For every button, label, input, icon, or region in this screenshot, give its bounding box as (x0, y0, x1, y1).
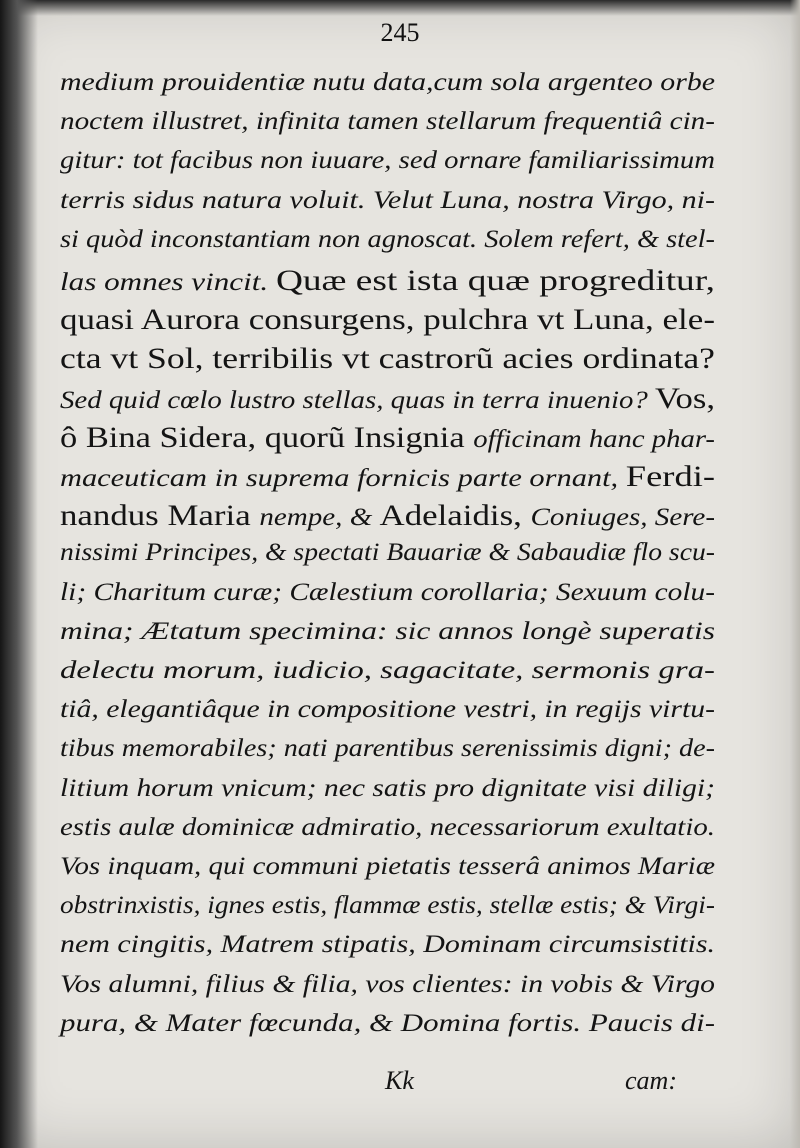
italic-text: maceuticam in suprema fornicis parte ornant, (60, 465, 626, 492)
text-line (60, 1011, 715, 1036)
italic-text: si quòd inconstantiam non agnoscat. Solem refert, & stel- (60, 225, 715, 253)
text-line (60, 266, 715, 296)
italic-text: tiâ, elegantiâque in compositione vestri, in regijs virtu- (60, 696, 715, 724)
text-line (60, 501, 715, 531)
roman-text: quasi Aurora consurgens, pulchra vt Luna, ele- (60, 303, 715, 337)
text-line (60, 148, 715, 173)
signature-mark: Kk (385, 1066, 414, 1095)
italic-text: pura, & Mater fœcunda, & Domina fortis. Paucis di- (60, 1009, 715, 1037)
roman-text: cta vt Sol, terribilis vt castrorũ acies ordinata? (60, 342, 715, 376)
text-line (60, 305, 715, 335)
italic-text: nem cingitis, Matrem stipatis, Dominam circumsistitis. (60, 931, 715, 959)
italic-text: obstrinxistis, ignes estis, flammæ estis, stellæ estis; & Virgi- (60, 892, 715, 920)
text-line (60, 932, 715, 957)
italic-text: gitur: tot facibus non iuuare, sed ornare familiarissimum (60, 147, 715, 175)
italic-text: terris sidus natura voluit. Velut Luna, nostra Virgo, ni- (60, 186, 715, 214)
text-line (60, 580, 715, 605)
italic-text: mina; Ætatum specimina: sic annos longè superatis (60, 617, 715, 645)
italic-text: Sed quid cœlo lustro stellas, quas in terra inuenio? (60, 386, 656, 414)
text-line (60, 815, 715, 840)
text-line (60, 109, 715, 134)
roman-text: nandus Maria (60, 499, 260, 533)
roman-text: Ferdi- (625, 460, 715, 493)
roman-text: Quæ est ista quæ progreditur, (275, 264, 715, 297)
roman-text: ô Bina Sidera, quorũ Insignia (60, 420, 474, 454)
text-line (60, 854, 715, 879)
roman-text: Vos, (655, 381, 715, 415)
italic-text: Coniuges, Sere- (530, 504, 715, 532)
italic-text: noctem illustret, infinita tamen stellarum frequentiâ cin- (60, 108, 715, 136)
italic-text: Vos alumni, filius & filia, vos clientes: in vobis & Virgo (60, 970, 715, 998)
text-line (60, 227, 715, 252)
text-line (60, 420, 715, 454)
page-number: 245 (380, 18, 420, 47)
text-line (60, 658, 715, 683)
italic-text: las omnes vincit. (60, 269, 276, 296)
italic-text: delectu morum, iudicio, sagacitate, sermonis gra- (60, 657, 715, 684)
italic-text: nissimi Principes, & spectati Bauariæ & Sabaudiæ flo scu- (60, 539, 715, 567)
roman-text: Adelaidis, (379, 499, 531, 533)
text-line (60, 540, 715, 565)
text-line (60, 70, 715, 95)
text-line (60, 776, 715, 801)
text-line (60, 619, 715, 644)
italic-text: tibus memorabiles; nati parentibus serenissimis digni; de- (60, 735, 715, 763)
text-line (60, 344, 715, 374)
italic-text: Vos inquam, qui communi pietatis tesserâ animos Mariæ (60, 853, 715, 880)
italic-text: estis aulæ dominicæ admiratio, necessariorum exultatio. (60, 813, 715, 841)
text-line (60, 462, 715, 492)
text-line (60, 972, 715, 997)
italic-text: medium prouidentiæ nutu data,cum sola argenteo orbe (60, 69, 715, 96)
text-line (60, 736, 715, 761)
text-line (60, 188, 715, 213)
text-line (60, 697, 715, 722)
italic-text: li; Charitum curæ; Cælestium corollaria; Sexuum colu- (60, 578, 715, 606)
text-line (60, 381, 715, 415)
italic-text: nempe, & (259, 504, 380, 532)
italic-text: officinam hanc phar- (473, 425, 715, 453)
italic-text: litium horum vnicum; nec satis pro dignitate visi diligi; (60, 774, 715, 802)
catchword: cam: (625, 1066, 677, 1095)
text-line (60, 893, 715, 918)
